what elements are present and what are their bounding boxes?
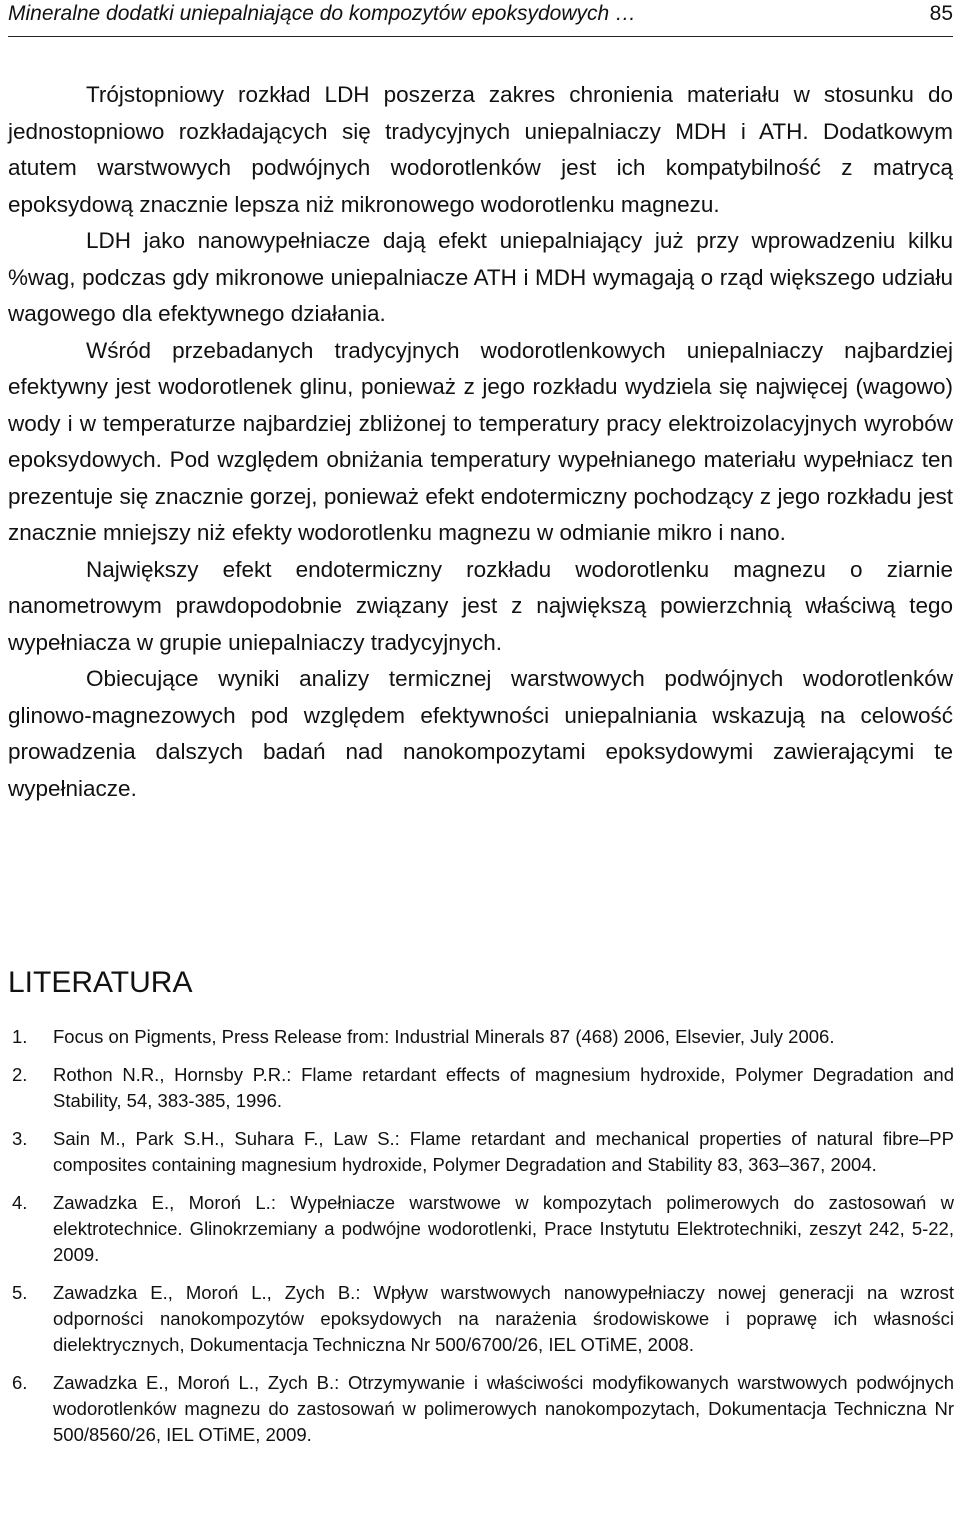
reference-number: 6. xyxy=(12,1372,28,1393)
reference-item xyxy=(8,1126,954,1178)
reference-number: 2. xyxy=(12,1064,28,1085)
reference-item xyxy=(8,1280,954,1358)
literature-heading: LITERATURA xyxy=(8,966,193,999)
paragraph: Największy efekt endotermiczny rozkładu wodorotlenku magnezu o ziarnie nanometrowym prawdopodobnie związany jest z największą powierzchnią właściwą tego wypełniacza w grupie uniepalniaczy tradycyjnych. xyxy=(8,556,953,655)
reference-text: Focus on Pigments, Press Release from: Industrial Minerals 87 (468) 2006, Elsevier, July 2006. xyxy=(53,1026,835,1047)
reference-text: Zawadzka E., Moroń L., Zych B.: Wpływ warstwowych nanowypełniaczy nowej generacji na wzrost odporności nanokompozytów epoksydowych na narażenia środowiskowe i poprawę ich własności dielektrycznych, Dokumentacja Techniczna Nr 500/6700/26, IEL OTiME, 2008. xyxy=(53,1282,954,1355)
running-header xyxy=(8,0,953,37)
reference-item xyxy=(8,1024,954,1050)
reference-text: Sain M., Park S.H., Suhara F., Law S.: Flame retardant and mechanical properties of natural fibre–PP composites containing magnesium hydroxide, Polymer Degradation and Stability 83, 363–367, 2004. xyxy=(53,1128,954,1175)
page-number: 85 xyxy=(929,2,953,25)
reference-number: 4. xyxy=(12,1192,28,1213)
paragraph: Obiecujące wyniki analizy termicznej warstwowych podwójnych wodorotlenków glinowo-magnezowych pod względem efektywności uniepalniania wskazują na celowość prowadzenia dalszych badań nad nanokompozytami epoksydowymi zawierającymi te wypełniacze. xyxy=(8,666,953,801)
reference-text: Zawadzka E., Moroń L., Zych B.: Otrzymywanie i właściwości modyfikowanych warstwowych podwójnych wodorotlenków magnezu do zastosowań w polimerowych nanokompozytach, Dokumentacja Techniczna Nr 500/8560/26, IEL OTiME, 2009. xyxy=(53,1372,954,1445)
reference-item xyxy=(8,1062,954,1114)
reference-text: Zawadzka E., Moroń L.: Wypełniacze warstwowe w kompozytach polimerowych do zastosowań w elektrotechnice. Glinokrzemiany a podwójne wodorotlenki, Prace Instytutu Elektrotechniki, zeszyt 242, 5-22, 2009. xyxy=(53,1192,954,1265)
reference-number: 3. xyxy=(12,1128,28,1149)
reference-list xyxy=(8,1024,954,1460)
body-text xyxy=(8,77,953,807)
reference-number: 5. xyxy=(12,1282,28,1303)
reference-text: Rothon N.R., Hornsby P.R.: Flame retardant effects of magnesium hydroxide, Polymer Degradation and Stability, 54, 383-385, 1996. xyxy=(53,1064,954,1111)
reference-item xyxy=(8,1370,954,1448)
paragraph: Wśród przebadanych tradycyjnych wodorotlenkowych uniepalniaczy najbardziej efektywny jest wodorotlenek glinu, ponieważ z jego rozkładu wydziela się najwięcej (wagowo) wody i w temperaturze najbardziej zbliżonej to temperatury pracy elektroizolacyjnych wyrobów epoksydowych. Pod względem obniżania temperatury wypełnianego materiału wypełniacz ten prezentuje się znacznie gorzej, ponieważ efekt endotermiczny pochodzący z jego rozkładu jest znacznie mniejszy niż efekty wodorotlenku magnezu w odmianie mikro i nano. xyxy=(8,337,953,545)
paragraph: Trójstopniowy rozkład LDH poszerza zakres chronienia materiału w stosunku do jednostopniowo rozkładających się tradycyjnych uniepalniaczy MDH i ATH. Dodatkowym atutem warstwowych podwójnych wodorotlenków jest ich kompatybilność z matrycą epoksydową znacznie lepsza niż mikronowego wodorotlenku magnezu. xyxy=(8,82,953,217)
running-header-title: Mineralne dodatki uniepalniające do kompozytów epoksydowych … xyxy=(8,2,637,25)
reference-number: 1. xyxy=(12,1026,28,1047)
reference-item xyxy=(8,1190,954,1268)
paragraph: LDH jako nanowypełniacze dają efekt uniepalniający już przy wprowadzeniu kilku %wag, podczas gdy mikronowe uniepalniacze ATH i MDH wymagają o rząd większego udziału wagowego dla efektywnego działania. xyxy=(8,228,953,326)
